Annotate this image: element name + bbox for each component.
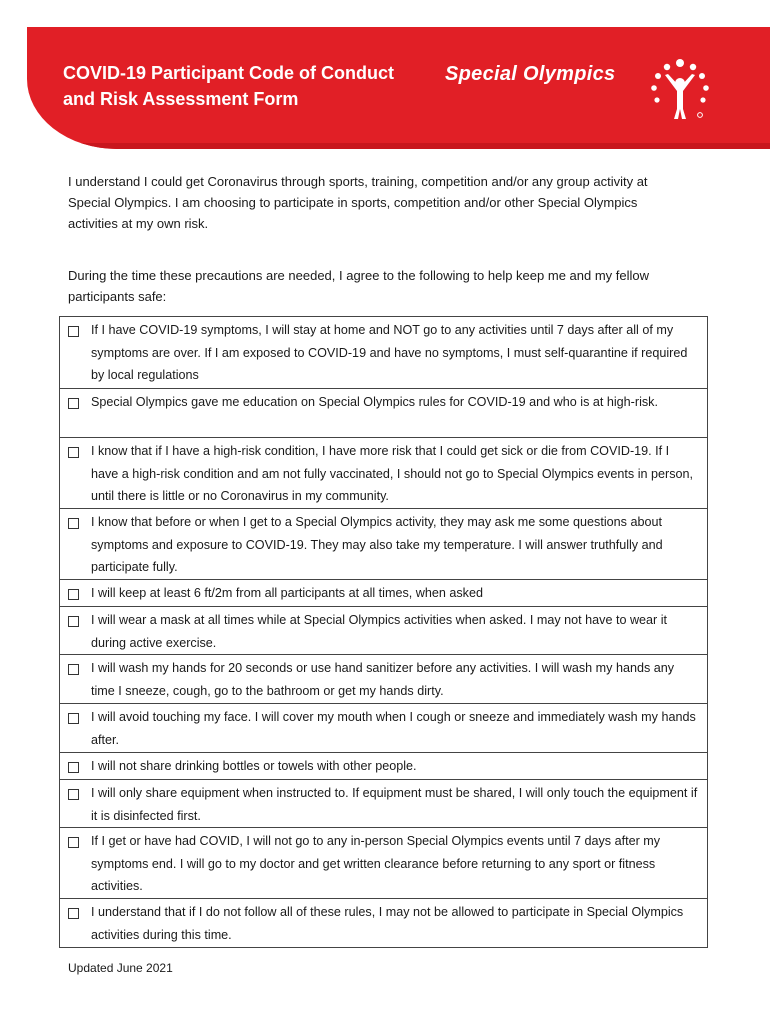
- updated-date: Updated June 2021: [68, 961, 173, 975]
- rule-text: I will keep at least 6 ft/2m from all participants at all times, when asked: [91, 586, 483, 600]
- rule-row: [60, 752, 707, 779]
- rule-text: I know that before or when I get to a Special Olympics activity, they may ask me some questions about symptoms and exposure to COVID-19. They may also take my temperature. I will answer truthfully and participate fully.: [91, 515, 663, 574]
- intro-paragraph: I understand I could get Coronavirus through sports, training, competition and/or any group activity at Special Olympics. I am choosing to participate in sports, competition and/or other Special Olympics activities at my own risk.: [68, 174, 648, 231]
- special-olympics-logo-icon: [647, 53, 713, 123]
- rule-row: [60, 317, 707, 388]
- rule-row: [60, 898, 707, 947]
- title-line-2: and Risk Assessment Form: [63, 89, 299, 109]
- rule-row: [60, 579, 707, 606]
- rule-checkbox[interactable]: [68, 518, 79, 529]
- rule-row: [60, 827, 707, 898]
- rule-checkbox[interactable]: [68, 664, 79, 675]
- rule-checkbox[interactable]: [68, 908, 79, 919]
- rule-row: [60, 606, 707, 654]
- header-banner: [27, 27, 770, 149]
- rule-checkbox[interactable]: [68, 589, 79, 600]
- rules-table: [59, 316, 708, 948]
- rule-text: I will wash my hands for 20 seconds or use hand sanitizer before any activities. I will wash my hands any time I sneeze, cough, go to the bathroom or get my hands dirty.: [91, 661, 675, 698]
- page-title: [63, 60, 394, 112]
- rule-row: [60, 703, 707, 752]
- rule-checkbox[interactable]: [68, 616, 79, 627]
- rule-text: Special Olympics gave me education on Special Olympics rules for COVID-19 and who is at high-risk.: [91, 395, 658, 409]
- rule-checkbox[interactable]: [68, 789, 79, 800]
- rule-checkbox[interactable]: [68, 447, 79, 458]
- rule-text: If I have COVID-19 symptoms, I will stay at home and NOT go to any activities until 7 days after all of my symptoms are over. If I am exposed to COVID-19 and have no symptoms, I must self-quarantine if required by local regulations: [91, 323, 688, 382]
- rule-row: [60, 654, 707, 703]
- rule-row: [60, 437, 707, 508]
- rule-checkbox[interactable]: [68, 398, 79, 409]
- rule-checkbox[interactable]: [68, 837, 79, 848]
- rule-text: I will only share equipment when instructed to. If equipment must be shared, I will only touch the equipment if it is disinfected first.: [91, 786, 698, 823]
- rule-row: [60, 779, 707, 827]
- rule-text: I will avoid touching my face. I will cover my mouth when I cough or sneeze and immediately wash my hands after.: [91, 710, 696, 747]
- rule-text: If I get or have had COVID, I will not go to any in-person Special Olympics events until 7 days after my symptoms end. I will go to my doctor and get written clearance before returning to any sport or fitness activities.: [91, 834, 661, 893]
- rule-row: [60, 388, 707, 437]
- rule-text: I know that if I have a high-risk condition, I have more risk that I could get sick or die from COVID-19. If I have a high-risk condition and am not fully vaccinated, I should not go to Special Olympics events in person, until there is little or no Coronavirus in my community.: [91, 444, 694, 503]
- title-line-1: COVID-19 Participant Code of Conduct: [63, 63, 395, 83]
- rule-checkbox[interactable]: [68, 713, 79, 724]
- rule-checkbox[interactable]: [68, 326, 79, 337]
- brand-wordmark: Special Olympics: [445, 63, 616, 85]
- rule-text: I will wear a mask at all times while at Special Olympics activities when asked. I may not have to wear it during active exercise.: [91, 613, 668, 650]
- agreement-paragraph: During the time these precautions are needed, I agree to the following to help keep me and my fellow participants safe:: [68, 268, 650, 304]
- rule-checkbox[interactable]: [68, 762, 79, 773]
- rule-text: I will not share drinking bottles or towels with other people.: [91, 759, 417, 773]
- rule-row: [60, 508, 707, 579]
- rule-text: I understand that if I do not follow all of these rules, I may not be allowed to participate in Special Olympics activities during this time.: [91, 905, 684, 942]
